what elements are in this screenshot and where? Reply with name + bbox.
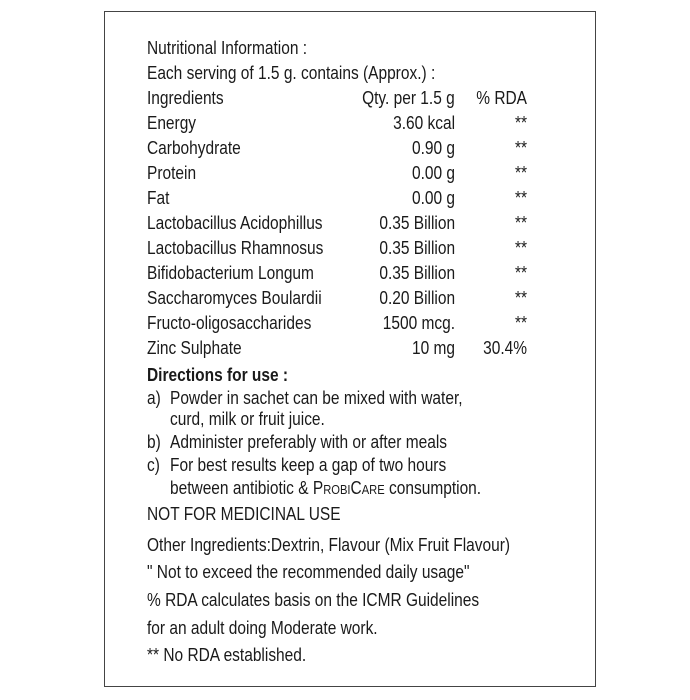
ingredient-qty: 3.60 kcal bbox=[393, 113, 455, 133]
col-header-rda: % RDA bbox=[476, 88, 527, 108]
ingredient-rda: ** bbox=[514, 238, 527, 258]
col-header-ingredients: Ingredients bbox=[147, 88, 224, 108]
ingredient-name: Fructo-oligosaccharides bbox=[147, 313, 312, 333]
directions-heading: Directions for use : bbox=[147, 365, 289, 385]
ingredient-qty: 0.35 Billion bbox=[379, 213, 455, 233]
brand-name: ProbiCare bbox=[312, 478, 385, 498]
direction-text: Powder in sachet can be mixed with water, bbox=[170, 388, 463, 408]
ingredient-rda: ** bbox=[514, 138, 527, 158]
ingredient-qty: 0.35 Billion bbox=[379, 238, 455, 258]
nutrition-title: Nutritional Information : bbox=[147, 38, 308, 58]
ingredient-name: Bifidobacterium Longum bbox=[147, 263, 314, 283]
ingredient-name: Lactobacillus Rhamnosus bbox=[147, 238, 324, 258]
direction-marker: b) bbox=[147, 432, 161, 452]
direction-text: For best results keep a gap of two hours bbox=[170, 455, 447, 475]
ingredient-qty: 0.90 g bbox=[411, 138, 455, 158]
ingredient-rda: ** bbox=[514, 213, 527, 233]
ingredient-name: Protein bbox=[147, 163, 197, 183]
ingredient-qty: 1500 mcg. bbox=[382, 313, 455, 333]
ingredient-qty: 0.00 g bbox=[411, 163, 455, 183]
col-header-qty: Qty. per 1.5 g bbox=[362, 88, 455, 108]
note-line: for an adult doing Moderate work. bbox=[147, 618, 378, 638]
ingredient-name: Carbohydrate bbox=[147, 138, 241, 158]
note-line: " Not to exceed the recommended daily usage" bbox=[147, 562, 470, 582]
ingredient-name: Energy bbox=[147, 113, 197, 133]
not-medicinal-notice: NOT FOR MEDICINAL USE bbox=[147, 504, 341, 524]
ingredient-qty: 0.00 g bbox=[411, 188, 455, 208]
ingredient-qty: 0.35 Billion bbox=[379, 263, 455, 283]
ingredient-qty: 0.20 Billion bbox=[379, 288, 455, 308]
ingredient-qty: 10 mg bbox=[411, 338, 455, 358]
direction-text: curd, milk or fruit juice. bbox=[170, 409, 325, 429]
note-line: ** No RDA established. bbox=[147, 645, 307, 665]
direction-text-post: consumption. bbox=[389, 478, 482, 498]
ingredient-name: Fat bbox=[147, 188, 170, 208]
ingredient-name: Zinc Sulphate bbox=[147, 338, 242, 358]
ingredient-rda: ** bbox=[514, 263, 527, 283]
direction-text bbox=[170, 479, 481, 497]
ingredient-name: Saccharomyces Boulardii bbox=[147, 288, 322, 308]
other-ingredients: Other Ingredients:Dextrin, Flavour (Mix Fruit Flavour) bbox=[147, 535, 511, 555]
direction-text-pre: between antibiotic & bbox=[170, 478, 309, 498]
note-line: % RDA calculates basis on the ICMR Guidelines bbox=[147, 590, 480, 610]
ingredient-rda: ** bbox=[514, 188, 527, 208]
serving-info: Each serving of 1.5 g. contains (Approx.) : bbox=[147, 63, 436, 83]
direction-text: Administer preferably with or after meals bbox=[170, 432, 448, 452]
ingredient-rda: ** bbox=[514, 313, 527, 333]
ingredient-rda: ** bbox=[514, 163, 527, 183]
direction-marker: a) bbox=[147, 388, 161, 408]
direction-marker: c) bbox=[147, 455, 160, 475]
ingredient-rda: ** bbox=[514, 288, 527, 308]
ingredient-rda: 30.4% bbox=[483, 338, 527, 358]
ingredient-name: Lactobacillus Acidophillus bbox=[147, 213, 323, 233]
ingredient-rda: ** bbox=[514, 113, 527, 133]
